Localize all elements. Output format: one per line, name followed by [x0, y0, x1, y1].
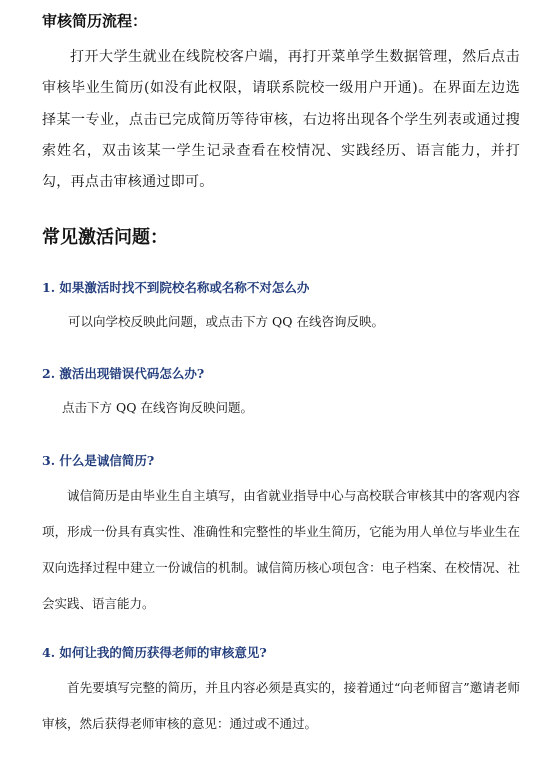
- review-process-heading: 审核简历流程：: [42, 12, 148, 30]
- faq-heading: 常见激活问题：: [42, 227, 168, 248]
- faq-question-2: 2. 激活出现错误代码怎么办?: [42, 366, 205, 381]
- faq-question-4: 4. 如何让我的简历获得老师的审核意见?: [42, 645, 267, 660]
- faq-answer-2: 点击下方 QQ 在线咨询反映问题。: [62, 400, 253, 415]
- faq-question-1: 1. 如果激活时找不到院校名称或名称不对怎么办: [42, 280, 310, 295]
- faq-answer-3: 诚信简历是由毕业生自主填写，由省就业指导中心与高校联合审核其中的客观内容项，形成一份具有真实性、准确性和完整性的毕业生简历，它能为用人单位与毕业生在双向选择过程中建立一份诚信的机制。诚信简历核心项包含：电子档案、在校情况、社会实践、语言能力。: [42, 488, 520, 611]
- faq-question-3: 3. 什么是诚信简历?: [42, 453, 155, 468]
- faq-answer-4: 首先要填写完整的简历，并且内容必须是真实的，接着通过“向老师留言”邀请老师审核，然后获得老师审核的意见：通过或不通过。: [42, 680, 520, 731]
- review-process-paragraph: 打开大学生就业在线院校客户端，再打开菜单学生数据管理，然后点击审核毕业生简历(如没有此权限，请联系院校一级用户开通)。在界面左边选择某一专业，点击已完成简历等待审核，右边将出现各个学生列表或通过搜索姓名，双击该某一学生记录查看在校情况、实践经历、语言能力，并打勾，再点击审核通过即可。: [42, 49, 520, 191]
- faq-answer-1: 可以向学校反映此问题，或点击下方 QQ 在线咨询反映。: [68, 314, 384, 329]
